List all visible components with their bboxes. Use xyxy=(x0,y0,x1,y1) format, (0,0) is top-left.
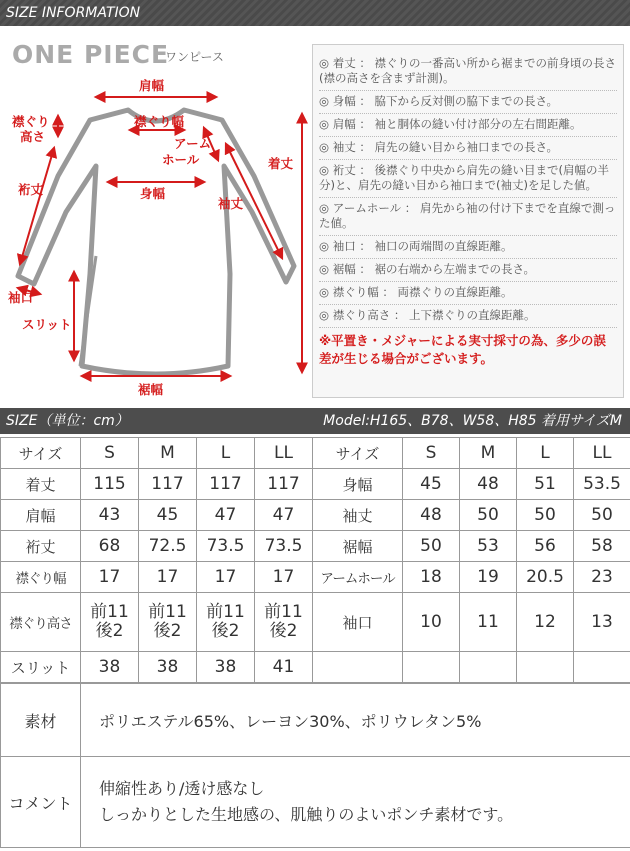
label-hem: 裾幅 xyxy=(138,382,164,397)
table-row: サイズ S M L LL サイズ S M L LL xyxy=(1,438,630,469)
comment-line-2: しっかりとした生地感の、肌触りのよいポンチ素材です。 xyxy=(99,805,514,824)
label-length: 着丈 xyxy=(268,156,294,171)
comment-line-1: 伸縮性あり/透け感なし xyxy=(99,779,265,798)
size-table xyxy=(0,437,630,683)
note-item: ◎ 裄丈 ： 後襟ぐり中央から肩先の縫い目まで(肩幅の半分)と、肩先の縫い目から袖口まで(袖丈)を足した値。 xyxy=(319,160,617,198)
product-name: ONE PIECE xyxy=(12,40,170,69)
comment-value xyxy=(81,757,630,848)
note-item: ◎ 襟ぐり高さ ： 上下襟ぐりの直線距離。 xyxy=(319,305,617,328)
dress-diagram xyxy=(0,26,312,408)
table-row xyxy=(1,757,630,848)
table-row: スリット 38 38 38 41 xyxy=(1,652,630,683)
label-cuff: 袖口 xyxy=(8,290,34,305)
label-armhole-2: ホール xyxy=(162,152,200,167)
table-row xyxy=(1,684,630,757)
dress-outline xyxy=(18,110,294,374)
size-info-title: SIZE INFORMATION xyxy=(6,5,141,21)
note-item: ◎ 裾幅 ： 裾の右端から左端までの長さ。 xyxy=(319,259,617,282)
label-armhole-1: アーム xyxy=(174,136,212,151)
size-bar xyxy=(0,408,630,434)
size-info-bar xyxy=(0,0,630,26)
label-shoulder: 肩幅 xyxy=(139,78,165,93)
measurement-warning: ※平置き・メジャーによる実寸採寸の為、多少の誤差が生じる場合がございます。 xyxy=(319,333,606,366)
label-sleeve: 袖丈 xyxy=(218,196,244,211)
table-row: 襟ぐり幅 17 17 17 17 アームホール 18 19 20.5 23 xyxy=(1,562,630,593)
label-neck-width: 襟ぐり幅 xyxy=(134,114,185,129)
model-info: Model:H165、B78、W58、H85 着用サイズM xyxy=(323,413,622,429)
table-row: 裄丈 68 72.5 73.5 73.5 裾幅 50 53 56 58 xyxy=(1,531,630,562)
table-row: 肩幅 43 45 47 47 袖丈 48 50 50 50 xyxy=(1,500,630,531)
note-item: ◎ 襟ぐり幅 ： 両襟ぐりの直線距離。 xyxy=(319,282,617,305)
label-slit: スリット xyxy=(22,317,72,332)
product-subtitle: ワンピース xyxy=(165,50,224,64)
info-table xyxy=(0,683,630,848)
note-item: ◎ 身幅 ： 脇下から反対側の脇下までの長さ。 xyxy=(319,91,617,114)
size-unit-label: SIZE（単位：cm） xyxy=(6,413,129,429)
label-neck-height-2: 高さ xyxy=(20,129,46,144)
note-item: ◎ アームホール ： 肩先から袖の付け下までを直線で測った値。 xyxy=(319,198,617,236)
note-item: ◎ 肩幅 ： 袖と胴体の縫い付け部分の左右間距離。 xyxy=(319,114,617,137)
material-label: 素材 xyxy=(1,684,81,757)
material-value: ポリエステル65%、レーヨン30%、ポリウレタン5% xyxy=(81,684,630,757)
comment-label: コメント xyxy=(1,757,81,848)
label-chest: 身幅 xyxy=(140,186,166,201)
measurement-notes xyxy=(312,44,624,398)
table-row: 襟ぐり高さ 前11 後2 前11 後2 前11 後2 前11 後2 袖口 10 11 12 13 xyxy=(1,593,630,652)
note-item: ◎ 袖丈 ： 肩先の縫い目から袖口までの長さ。 xyxy=(319,137,617,160)
diagram-section xyxy=(0,26,630,408)
table-row: 着丈 115 117 117 117 身幅 45 48 51 53.5 xyxy=(1,469,630,500)
label-neck-height-1: 襟ぐり xyxy=(12,114,50,129)
note-item: ◎ 袖口 ： 袖口の両端間の直線距離。 xyxy=(319,236,617,259)
label-sleeve-length: 裄丈 xyxy=(18,182,44,197)
note-item: ◎ 着丈 ： 襟ぐりの一番高い所から裾までの前身頃の長さ(襟の高さを含まず計測)。 xyxy=(319,53,617,91)
